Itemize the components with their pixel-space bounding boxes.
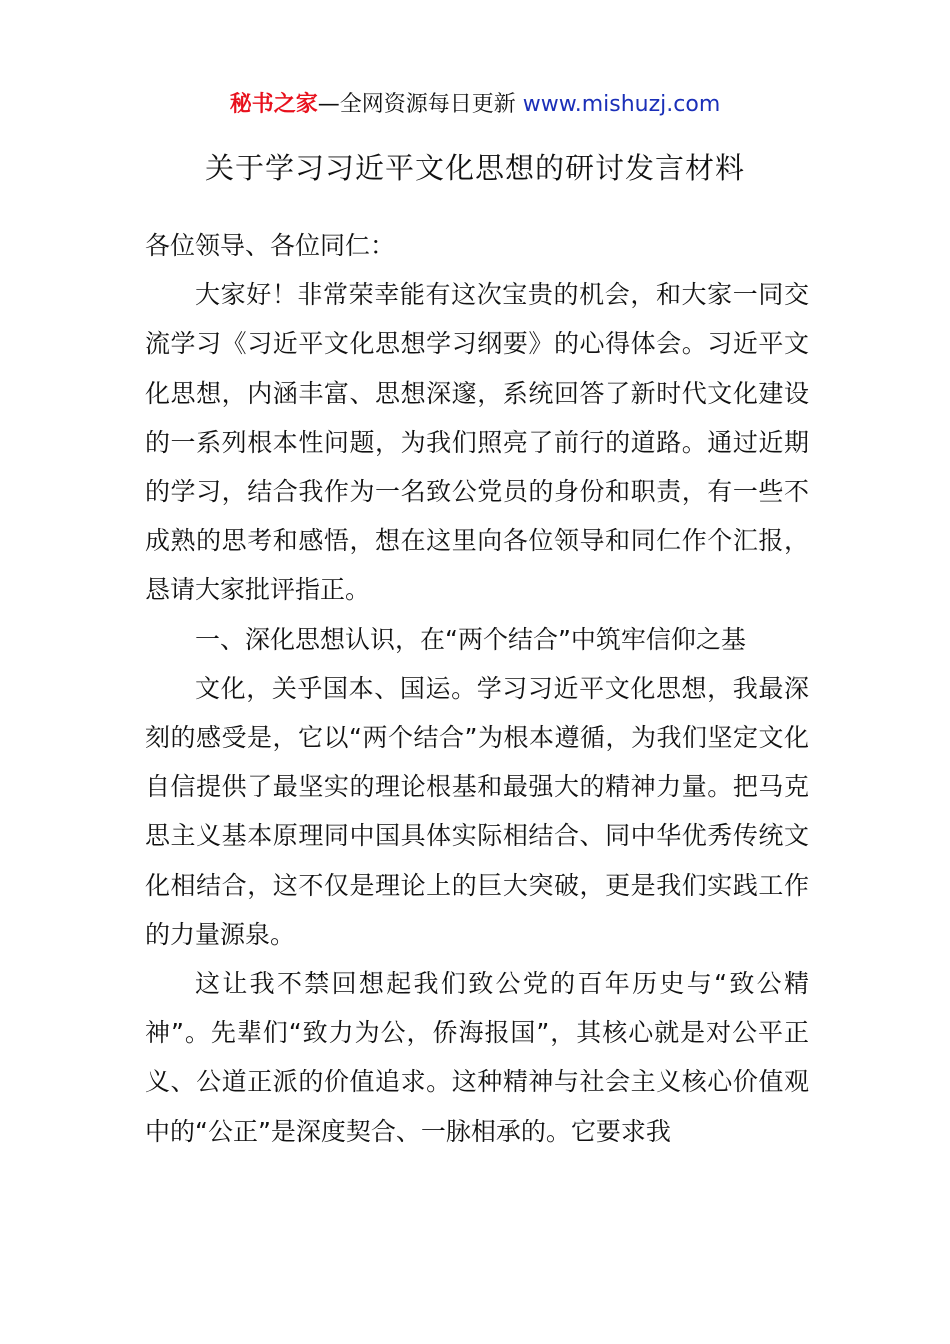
paragraph-zhigong-spirit: 这让我不禁回想起我们致公党的百年历史与“致公精神”。先辈们“致力为公，侨海报国”，其核心就是对公平正义、公道正派的价值追求。这种精神与社会主义核心价值观中的“公正”是深度契合、一脉相承的。它要求我 (145, 969, 809, 1146)
brand-name: 秘书之家 (229, 92, 318, 117)
site-header (0, 88, 950, 122)
paragraph-intro: 大家好！非常荣幸能有这次宝贵的机会，和大家一同交流学习《习近平文化思想学习纲要》的心得体会。习近平文化思想，内涵丰富、思想深邃，系统回答了新时代文化建设的一系列根本性问题，为我们照亮了前行的道路。通过近期的学习，结合我作为一名致公党员的身份和职责，有一些不成熟的思考和感悟，想在这里向各位领导和同仁作个汇报，恳请大家批评指正。 (145, 280, 809, 605)
paragraph-culture: 文化，关乎国本、国运。学习习近平文化思想，我最深刻的感受是，它以“两个结合”为根本遵循，为我们坚定文化自信提供了最坚实的理论根基和最强大的精神力量。把马克思主义基本原理同中国具体实际相结合、同中华优秀传统文化相结合，这不仅是理论上的巨大突破，更是我们实践工作的力量源泉。 (145, 673, 809, 949)
site-url-link[interactable]: www.mishuzj.com (522, 92, 721, 117)
document-title: 关于学习习近平文化思想的研讨发言材料 (204, 151, 745, 185)
section-heading-1: 一、深化思想认识，在“两个结合”中筑牢信仰之基 (195, 624, 746, 654)
document-body (145, 221, 809, 1156)
header-tagline: —全网资源每日更新 (317, 92, 516, 117)
salutation: 各位领导、各位同仁： (145, 231, 396, 260)
